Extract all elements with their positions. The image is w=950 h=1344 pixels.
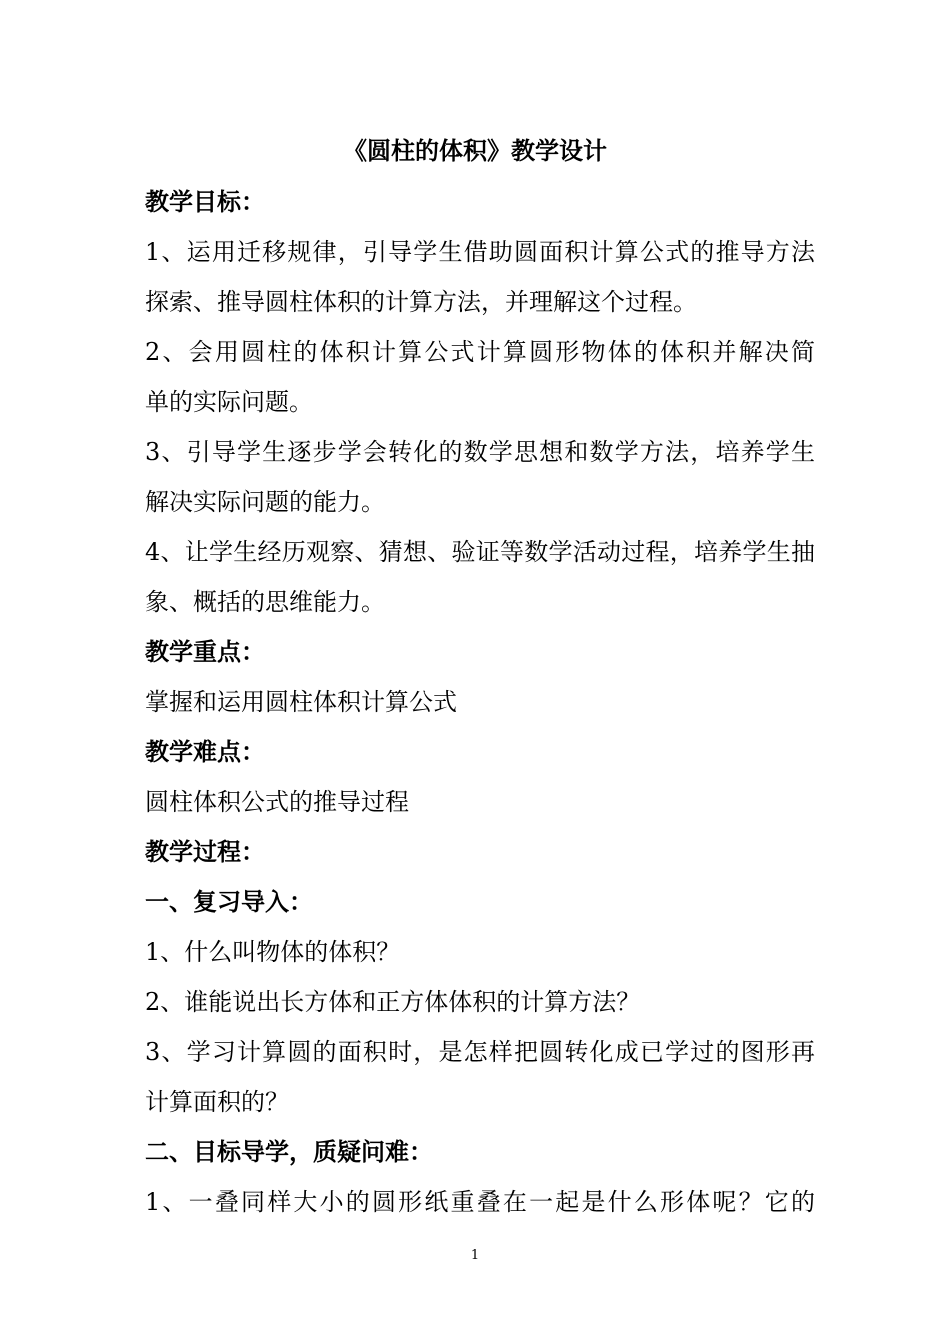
paragraph-line: 掌握和运用圆柱体积计算公式	[145, 688, 457, 716]
paragraph-line: 1、运用迁移规律，引导学生借助圆面积计算公式的推导方法	[145, 238, 815, 266]
paragraph-line: 解决实际问题的能力。	[145, 488, 385, 516]
section-heading-difficulties: 教学难点：	[145, 737, 265, 766]
section-heading-key-points: 教学重点：	[145, 637, 265, 666]
section-heading-objectives: 教学目标：	[145, 187, 265, 216]
paragraph-line: 圆柱体积公式的推导过程	[145, 788, 409, 816]
paragraph-line: 2、谁能说出长方体和正方体体积的计算方法？	[145, 988, 641, 1016]
document-title: 《圆柱的体积》教学设计	[343, 136, 607, 165]
subsection-heading-review: 一、复习导入：	[145, 887, 313, 916]
paragraph-line: 单的实际问题。	[145, 388, 313, 416]
paragraph-line: 1、一叠同样大小的圆形纸重叠在一起是什么形体呢？它的	[145, 1188, 815, 1216]
paragraph-line: 3、引导学生逐步学会转化的数学思想和数学方法，培养学生	[145, 438, 815, 466]
paragraph-line: 计算面积的？	[145, 1088, 289, 1116]
paragraph-line: 3、学习计算圆的面积时，是怎样把圆转化成已学过的图形再	[145, 1038, 815, 1066]
paragraph-line: 2、会用圆柱的体积计算公式计算圆形物体的体积并解决简	[145, 338, 815, 366]
page-number: 1	[470, 1248, 480, 1263]
paragraph-line: 象、概括的思维能力。	[145, 588, 385, 616]
subsection-heading-guided-learning: 二、目标导学，质疑问难：	[145, 1137, 433, 1166]
section-heading-process: 教学过程：	[145, 837, 265, 866]
paragraph-line: 1、什么叫物体的体积？	[145, 938, 401, 966]
paragraph-line: 探索、推导圆柱体积的计算方法，并理解这个过程。	[145, 288, 697, 316]
paragraph-line: 4、让学生经历观察、猜想、验证等数学活动过程，培养学生抽	[145, 538, 815, 566]
